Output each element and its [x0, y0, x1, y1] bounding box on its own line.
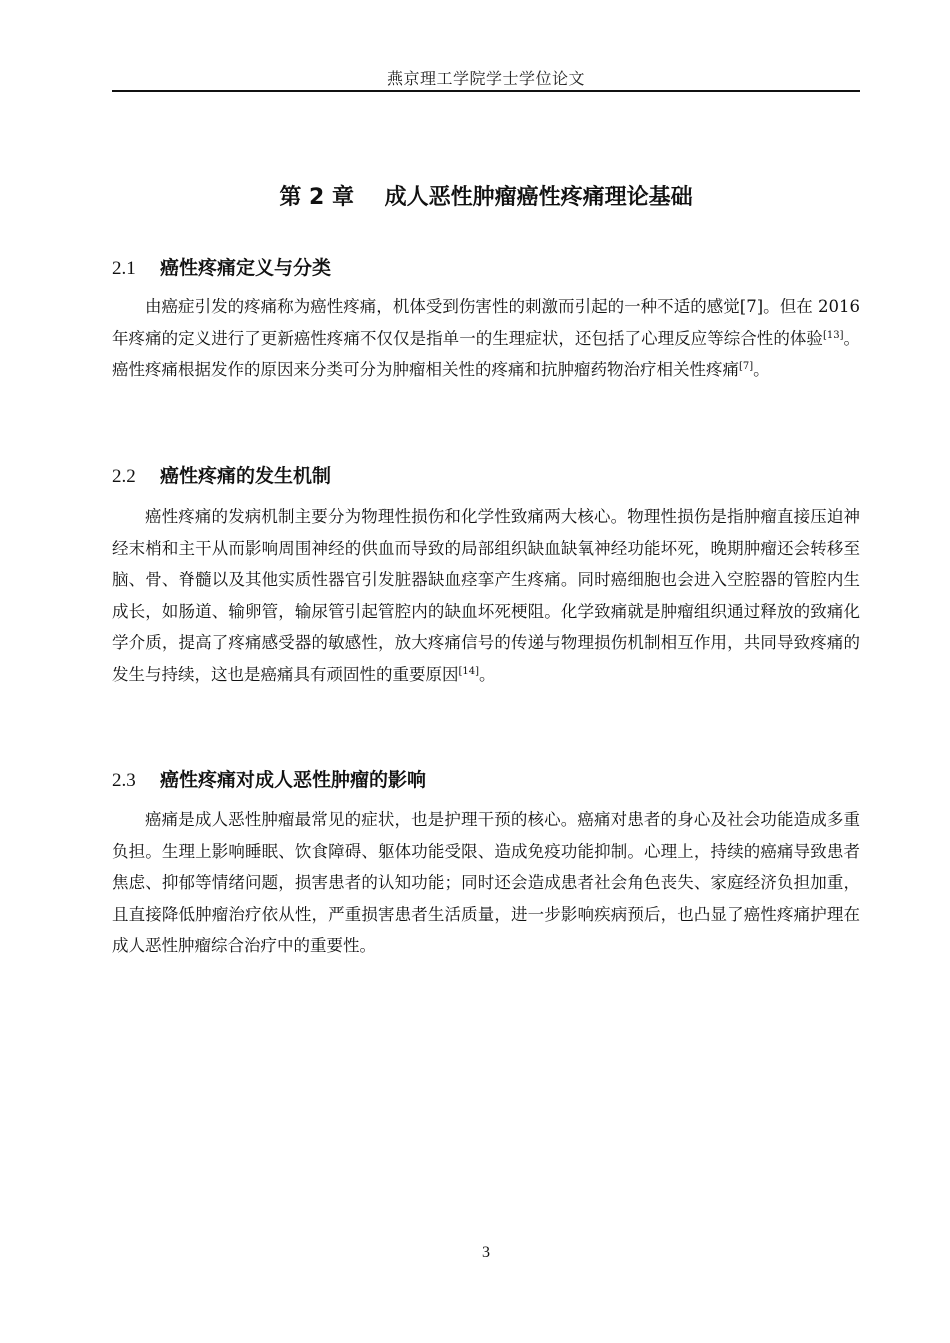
section-number: 2.2 — [112, 466, 136, 487]
paragraph-text: 癌痛是成人恶性肿瘤最常见的症状，也是护理干预的核心。癌痛对患者的身心及社会功能造成多重负担。生理上影响睡眠、饮食障碍、躯体功能受限、造成免疫功能抑制。心理上，持续的癌痛导致患者焦虑、抑郁等情绪问题，损害患者的认知功能；同时还会造成患者社会角色丧失、家庭经济负担加重，且直接降低肿瘤治疗依从性，严重损害患者生活质量，进一步影响疾病预后，也凸显了癌性疼痛护理在成人恶性肿瘤综合治疗中的重要性。 — [112, 810, 860, 955]
chapter-title: 第 2 章 成人恶性肿瘤癌性疼痛理论基础 — [279, 185, 693, 210]
running-header: 燕京理工学院学士学位论文 — [386, 69, 585, 88]
section-paragraph — [112, 501, 860, 690]
citation: [14] — [458, 665, 480, 677]
section-heading — [112, 765, 860, 792]
section-title: 癌性疼痛的发生机制 — [160, 465, 332, 487]
paragraph-text: 由癌症引发的疼痛称为癌性疼痛，机体受到伤害性的刺激而引起的一种不适的感觉[7]。但在 2016 年疼痛的定义进行了更新癌性疼痛不仅仅是指单一的生理症状，还包括了心理反应等综合性的体验 — [112, 297, 860, 348]
citation: [7] — [739, 361, 754, 372]
section-paragraph — [112, 804, 860, 962]
header-rule — [112, 90, 860, 92]
section-heading — [112, 461, 860, 488]
paragraph-text: 。癌性疼痛根据发作的原因来分类可分为肿瘤相关性的疼痛和抗肿瘤药物治疗相关性疼痛 — [112, 328, 861, 379]
paragraph-text: 癌性疼痛的发病机制主要分为物理性损伤和化学性致痛两大核心。物理性损伤是指肿瘤直接压迫神经末梢和主干从而影响周围神经的供血而导致的局部组织缺血缺氧神经功能坏死，晚期肿瘤还会转移至脑、骨、脊髓以及其他实质性器官引发脏器缺血痉挛产生疼痛。同时癌细胞也会进入空腔器的管腔内生成长，如肠道、输卵管，输尿管引起管腔内的缺血坏死梗阻。化学致痛就是肿瘤组织通过释放的致痛化学介质，提高了疼痛感受器的敏感性，放大疼痛信号的传递与物理损伤机制相互作用，共同导致疼痛的发生与持续，这也是癌痛具有顽固性的重要原因 — [112, 507, 860, 684]
paragraph-text: 。 — [479, 664, 496, 684]
citation: [13] — [822, 329, 844, 341]
section-number: 2.1 — [112, 258, 136, 279]
section-number: 2.3 — [112, 770, 136, 791]
section-title: 癌性疼痛对成人恶性肿瘤的影响 — [160, 769, 427, 791]
section-heading — [112, 253, 860, 280]
section-title: 癌性疼痛定义与分类 — [160, 257, 332, 279]
section-paragraph — [112, 291, 860, 386]
paragraph-text: 。 — [753, 360, 770, 379]
page-number: 3 — [482, 1244, 490, 1261]
